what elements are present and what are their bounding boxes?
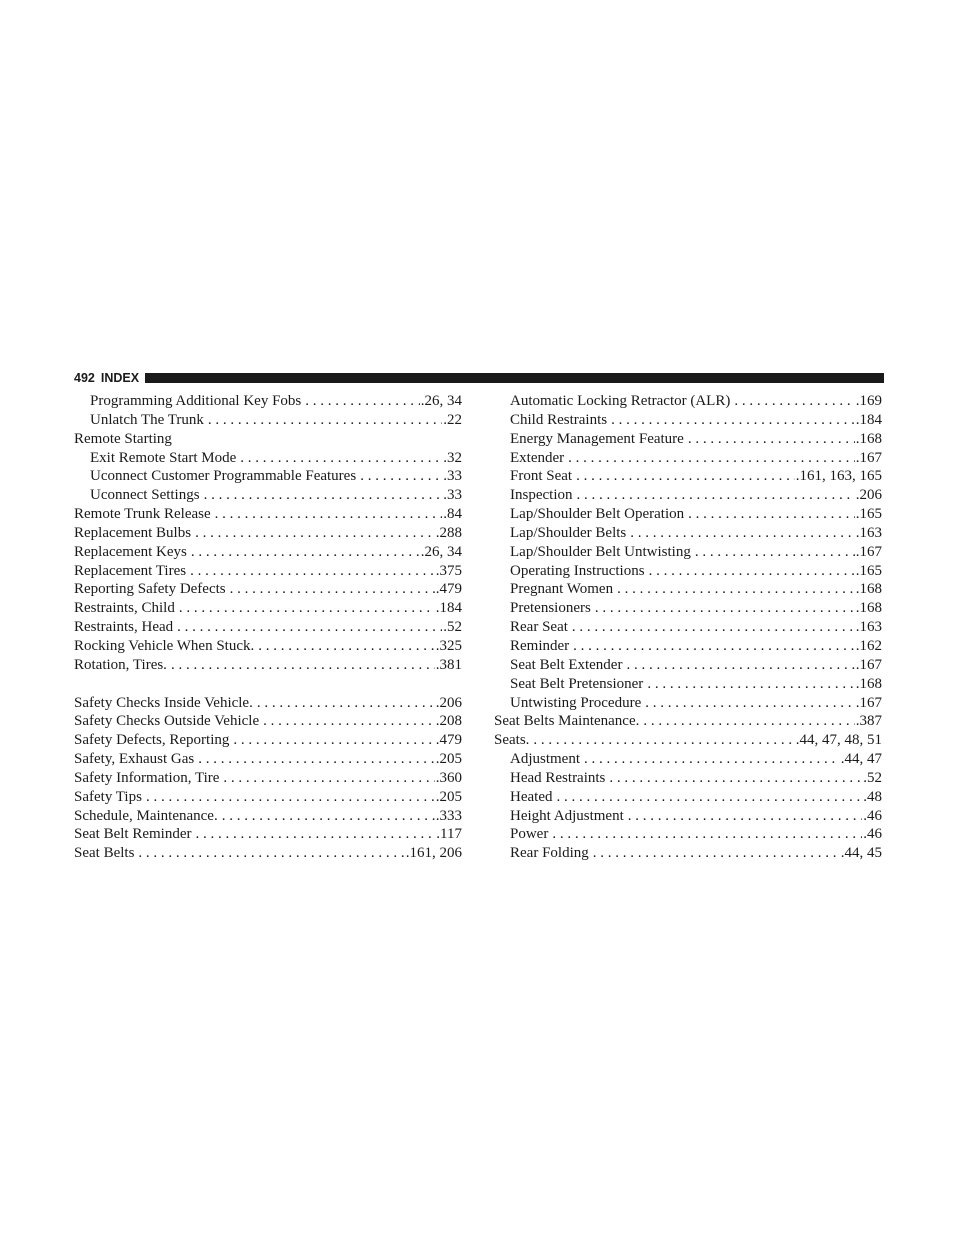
index-entry-label: Seats. — [494, 732, 530, 749]
index-entry — [74, 580, 462, 599]
index-entry-label: Power — [510, 826, 549, 843]
index-entry-pages: .205 — [435, 788, 462, 805]
index-entry-label: Safety, Exhaust Gas — [74, 751, 195, 768]
index-entry — [74, 807, 462, 826]
page-header — [74, 371, 884, 385]
index-entry-pages: .205 — [435, 751, 462, 768]
index-entry-label: Exit Remote Start Mode — [90, 449, 237, 466]
dot-leader — [607, 411, 855, 430]
index-entry — [494, 430, 882, 449]
index-entry — [74, 430, 462, 449]
dot-leader — [552, 788, 862, 807]
index-entry — [74, 486, 462, 505]
index-entry — [494, 524, 882, 543]
index-entry-label: Replacement Bulbs — [74, 524, 192, 541]
index-entry-pages: .44, 45 — [840, 845, 882, 862]
index-entry-pages: .167 — [855, 449, 882, 466]
dot-leader — [142, 788, 435, 807]
index-entry — [494, 788, 882, 807]
index-entry — [74, 825, 462, 844]
index-entry-pages: .32 — [443, 449, 462, 466]
index-entry-label: Safety Defects, Reporting — [74, 732, 230, 749]
index-entry-label: Seat Belt Reminder — [74, 826, 192, 843]
dot-leader — [254, 637, 435, 656]
dot-leader — [191, 524, 435, 543]
page-number: 492 — [74, 371, 95, 385]
dot-leader — [134, 844, 404, 863]
index-entry-pages: .168 — [855, 600, 882, 617]
index-entry-label: Restraints, Head — [74, 619, 174, 636]
index-entry-pages: .52 — [863, 769, 882, 786]
dot-leader — [194, 750, 435, 769]
index-entry-pages: .33 — [443, 468, 462, 485]
index-entry-pages: .375 — [435, 562, 462, 579]
index-entry-pages: .360 — [435, 769, 462, 786]
index-entry-label: Lap/Shoulder Belt Operation — [510, 506, 685, 523]
index-entry-pages: .169 — [855, 393, 882, 409]
section-title: INDEX — [100, 371, 140, 385]
index-entry-pages: .168 — [855, 581, 882, 598]
index-entry — [494, 449, 882, 468]
header-rule — [145, 373, 884, 383]
dot-leader — [229, 731, 434, 750]
index-entry-label: Head Restraints — [510, 769, 606, 786]
index-entry — [494, 411, 882, 430]
index-entry-pages: .33 — [443, 487, 462, 504]
index-entry-pages: .165 — [855, 562, 882, 579]
dot-leader — [591, 599, 855, 618]
dot-leader — [219, 769, 434, 788]
index-entry — [74, 694, 462, 713]
index-entry-label: Uconnect Settings — [90, 487, 200, 504]
index-entry-label: Replacement Keys — [74, 543, 187, 560]
index-entry — [494, 562, 882, 581]
dot-leader — [691, 543, 855, 562]
index-entry-pages: .208 — [435, 713, 462, 730]
index-entry-label: Seat Belts — [74, 845, 135, 862]
dot-leader — [626, 524, 855, 543]
index-entry — [494, 656, 882, 675]
index-entry-label: Pretensioners — [510, 600, 591, 617]
index-entry — [494, 844, 882, 863]
index-entry-label: Automatic Locking Retractor (ALR) — [510, 393, 731, 409]
index-entry — [74, 618, 462, 637]
index-entry-pages: .184 — [435, 600, 462, 617]
index-entry-pages: .44, 47, 48, 51 — [795, 732, 882, 749]
index-entry-pages: .46 — [863, 807, 882, 824]
index-entry — [74, 656, 462, 675]
dot-leader — [564, 449, 855, 468]
index-entry-label: Uconnect Customer Programmable Features — [90, 468, 357, 485]
index-entry — [494, 392, 882, 411]
index-entry — [74, 769, 462, 788]
index-entry — [74, 844, 462, 863]
index-entry-pages: .162 — [855, 637, 882, 654]
dot-leader — [236, 449, 442, 468]
index-entry-label: Rear Folding — [510, 845, 589, 862]
index-entry — [74, 637, 462, 656]
index-entry-pages: .44, 47 — [840, 751, 882, 768]
index-entry-label: Extender — [510, 449, 565, 466]
index-entry-label: Operating Instructions — [510, 562, 645, 579]
index-entry-pages: .325 — [435, 637, 462, 654]
dot-leader — [259, 712, 435, 731]
index-entry-pages: .206 — [855, 487, 882, 504]
dot-leader — [639, 712, 854, 731]
dot-leader — [605, 769, 862, 788]
index-entry — [494, 694, 882, 713]
index-entry — [74, 467, 462, 486]
index-entry-label: Safety Tips — [74, 788, 142, 805]
index-entry — [74, 524, 462, 543]
index-entry — [74, 505, 462, 524]
dot-leader — [730, 392, 854, 411]
index-entry — [494, 486, 882, 505]
dot-leader — [613, 580, 855, 599]
index-entry-pages: .161, 163, 165 — [795, 468, 882, 485]
index-entry — [494, 807, 882, 826]
index-entry-label: Unlatch The Trunk — [90, 411, 204, 428]
index-entry-pages: .161, 206 — [405, 845, 462, 862]
index-entry-pages: .22 — [443, 411, 462, 428]
index-entry-label: Inspection — [510, 487, 573, 504]
dot-leader — [568, 618, 855, 637]
dot-leader — [572, 486, 854, 505]
index-entry-label: Pregnant Women — [510, 581, 614, 598]
dot-leader — [624, 807, 863, 826]
dot-leader — [529, 731, 794, 750]
dot-leader — [572, 467, 795, 486]
index-entry-pages: .479 — [435, 732, 462, 749]
index-entry — [74, 543, 462, 562]
dot-leader — [253, 694, 435, 713]
index-entry — [494, 637, 882, 656]
index-entry — [494, 543, 882, 562]
index-entry-pages: .288 — [435, 524, 462, 541]
index-entry-pages: .167 — [855, 656, 882, 673]
dot-leader — [175, 599, 435, 618]
dot-leader — [226, 580, 435, 599]
index-entry-label: Remote Trunk Release — [74, 506, 211, 523]
index-entry-label: Seat Belt Pretensioner — [510, 675, 644, 692]
index-entry-pages: .387 — [855, 713, 882, 730]
index-entry-pages: .333 — [435, 807, 462, 824]
index-entry-pages: .84 — [443, 506, 462, 523]
index-entry-label: Safety Checks Outside Vehicle — [74, 713, 260, 730]
index-entry-label: Safety Information, Tire — [74, 769, 220, 786]
index-entry-pages: .206 — [435, 694, 462, 711]
index-entry — [494, 712, 882, 731]
index-entry-label: Child Restraints — [510, 411, 608, 428]
dot-leader — [167, 656, 435, 675]
dot-leader — [211, 505, 443, 524]
index-entry-pages: .167 — [855, 543, 882, 560]
index-entry-label: Programming Additional Key Fobs — [90, 393, 302, 409]
dot-leader — [187, 543, 420, 562]
index-entry — [74, 731, 462, 750]
index-column-right — [494, 392, 882, 863]
index-entry — [494, 599, 882, 618]
dot-leader — [645, 562, 855, 581]
index-entry-label: Rear Seat — [510, 619, 568, 636]
index-entry-pages: .52 — [443, 619, 462, 636]
dot-leader — [191, 825, 435, 844]
dot-leader — [684, 505, 855, 524]
index-entry — [494, 769, 882, 788]
index-entry-label: Heated — [510, 788, 553, 805]
index-entry-label: Rotation, Tires. — [74, 656, 167, 673]
index-entry-label: Seat Belts Maintenance. — [494, 713, 640, 730]
index-entry-pages: .184 — [855, 411, 882, 428]
index-entry — [494, 675, 882, 694]
index-entry-pages: .117 — [436, 826, 462, 843]
index-entry-label: Lap/Shoulder Belts — [510, 524, 627, 541]
dot-leader — [589, 844, 840, 863]
index-entry-label: Safety Checks Inside Vehicle. — [74, 694, 253, 711]
index-entry-pages: .168 — [855, 430, 882, 447]
index-entry-label: Rocking Vehicle When Stuck. — [74, 637, 255, 654]
index-entry-pages: .165 — [855, 506, 882, 523]
index-entry — [494, 467, 882, 486]
index-entry-label: Replacement Tires — [74, 562, 187, 579]
index-entry-label: Energy Management Feature — [510, 430, 684, 447]
dot-leader — [301, 392, 420, 411]
index-entry — [74, 750, 462, 769]
index-entry-label: Schedule, Maintenance. — [74, 807, 218, 824]
index-entry-label: Reporting Safety Defects — [74, 581, 226, 598]
index-entry — [494, 505, 882, 524]
index-entry-label: Reminder — [510, 637, 570, 654]
dot-leader — [173, 618, 442, 637]
index-entry — [494, 731, 882, 750]
dot-leader — [641, 694, 855, 713]
index-entry-label: Untwisting Procedure — [510, 694, 642, 711]
dot-leader — [580, 750, 840, 769]
dot-leader — [643, 675, 854, 694]
index-entry-pages: .26, 34 — [420, 543, 462, 560]
index-entry — [494, 580, 882, 599]
index-entry-label: Seat Belt Extender — [510, 656, 623, 673]
index-entry-pages: .381 — [435, 656, 462, 673]
dot-leader — [548, 825, 862, 844]
dot-leader — [186, 562, 435, 581]
index-entry-label: Lap/Shoulder Belt Untwisting — [510, 543, 691, 560]
dot-leader — [200, 486, 443, 505]
index-column-left — [74, 392, 462, 863]
index-entry — [74, 449, 462, 468]
dot-leader — [622, 656, 854, 675]
index-entry-label: Restraints, Child — [74, 600, 175, 617]
index-entry — [74, 562, 462, 581]
index-entry-pages: .163 — [855, 619, 882, 636]
index-entry-pages: .46 — [863, 826, 882, 843]
index-entry — [494, 750, 882, 769]
dot-leader — [684, 430, 855, 449]
index-entry-pages: .26, 34 — [420, 393, 462, 409]
dot-leader — [204, 411, 442, 430]
index-entry-label: Front Seat — [510, 468, 573, 485]
index-entry — [74, 788, 462, 807]
index-entry-label: Remote Starting — [74, 430, 172, 447]
index-entry-pages: .167 — [855, 694, 882, 711]
index-entry — [494, 618, 882, 637]
index-entry — [74, 599, 462, 618]
dot-leader — [356, 467, 442, 486]
index-entry-pages: .48 — [863, 788, 882, 805]
index-entry — [494, 825, 882, 844]
index-entry-label: Height Adjustment — [510, 807, 624, 824]
index-entry-pages: .479 — [435, 581, 462, 598]
index-entry-pages: .163 — [855, 524, 882, 541]
index-entry — [74, 392, 462, 411]
dot-leader — [569, 637, 855, 656]
index-entry-pages: .168 — [855, 675, 882, 692]
dot-leader — [218, 807, 435, 826]
index-entry — [74, 411, 462, 430]
index-entry — [74, 712, 462, 731]
index-entry-label: Adjustment — [510, 751, 580, 768]
